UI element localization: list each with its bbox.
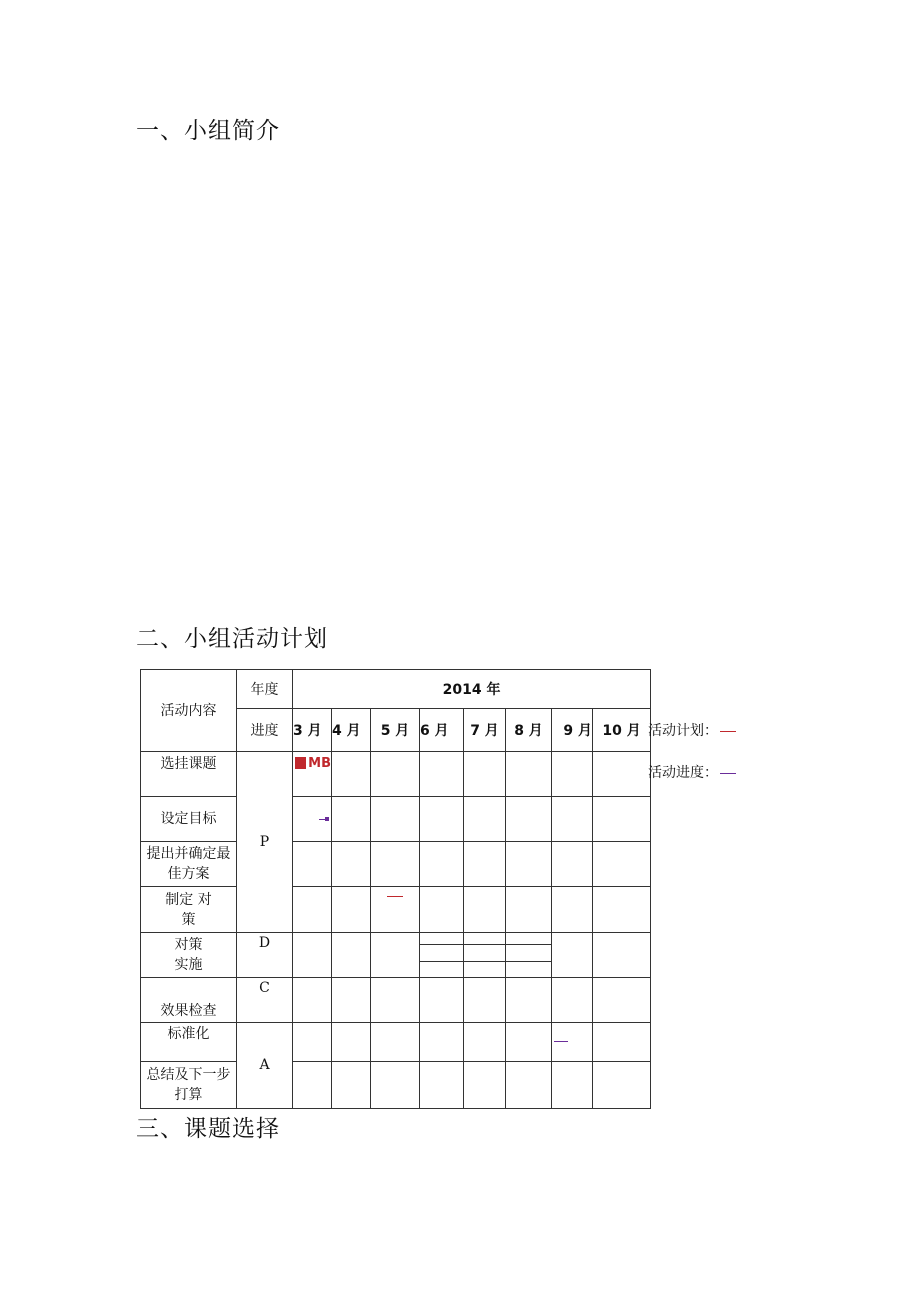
cell-r7-m9 (552, 1022, 593, 1061)
activity-row-6: 效果检查 (141, 977, 237, 1022)
section-heading-topic: 三、课题选择 (136, 1116, 280, 1142)
phase-c: C (237, 977, 293, 1022)
activity-row-7: 标准化 (141, 1022, 237, 1061)
cell (552, 842, 593, 887)
cell (506, 1022, 552, 1061)
cell (420, 977, 464, 1022)
cell (552, 797, 593, 842)
phase-d: D (237, 932, 293, 977)
cell (593, 842, 651, 887)
cell (420, 887, 464, 932)
cell (420, 1022, 464, 1061)
cell (593, 1022, 651, 1061)
cell (332, 977, 371, 1022)
cell (332, 932, 371, 977)
header-year-label: 年度 (237, 670, 293, 709)
cell (464, 797, 506, 842)
cell (464, 752, 506, 797)
month-3: 3 月 (293, 709, 332, 752)
cell-r4-m5 (371, 887, 420, 932)
mb-badge (293, 752, 331, 796)
cell (552, 932, 593, 977)
month-8: 8 月 (506, 709, 552, 752)
cell (552, 977, 593, 1022)
cell (593, 797, 651, 842)
cell (420, 797, 464, 842)
activity-row-3: 提出并确定最佳方案 (141, 842, 237, 887)
cell (552, 887, 593, 932)
plan-mark (387, 896, 403, 897)
progress-dot-icon (325, 817, 329, 821)
plan-square-icon (295, 757, 306, 769)
cell (464, 1061, 506, 1108)
cell (593, 1061, 651, 1108)
month-7: 7 月 (464, 709, 506, 752)
cell-r1-m3 (293, 752, 332, 797)
cell (371, 842, 420, 887)
legend-progress (648, 762, 736, 782)
cell (593, 977, 651, 1022)
cell (593, 932, 651, 977)
month-6: 6 月 (420, 709, 464, 752)
cell (371, 1061, 420, 1108)
section-heading-intro: 一、小组简介 (136, 118, 280, 144)
month-10: 10 月 (593, 709, 651, 752)
cell (464, 842, 506, 887)
cell (293, 932, 332, 977)
cell (506, 797, 552, 842)
month-4: 4 月 (332, 709, 371, 752)
activity-row-8: 总结及下一步打算 (141, 1061, 237, 1108)
cell (464, 887, 506, 932)
cell (293, 1061, 332, 1108)
cell (293, 977, 332, 1022)
cell (293, 887, 332, 932)
cell (506, 977, 552, 1022)
cell (332, 752, 371, 797)
cell (332, 797, 371, 842)
activity-row-2: 设定目标 (141, 797, 237, 842)
cell-r5-m6 (420, 932, 464, 977)
activity-plan-table (140, 669, 651, 1109)
cell (593, 887, 651, 932)
cell (552, 752, 593, 797)
section-heading-plan: 二、小组活动计划 (136, 626, 328, 652)
cell (552, 1061, 593, 1108)
legend-plan-label: 活动计划： (648, 723, 718, 739)
mb-badge-text: MB (308, 756, 331, 772)
header-activity-label: 活动内容 (160, 702, 217, 719)
cell (464, 977, 506, 1022)
cell (293, 1022, 332, 1061)
header-year: 2014 年 (293, 670, 651, 709)
cell (420, 842, 464, 887)
phase-p: P (237, 752, 293, 932)
cell (464, 1022, 506, 1061)
cell (371, 797, 420, 842)
cell (506, 887, 552, 932)
phase-a: A (237, 1022, 293, 1108)
legend-plan (648, 720, 736, 740)
cell (420, 752, 464, 797)
cell-r5-m7 (464, 932, 506, 977)
activity-row-1: 选挂课题 (141, 752, 237, 797)
month-9: 9 月 (552, 709, 593, 752)
cell (332, 887, 371, 932)
cell (293, 842, 332, 887)
cell (593, 752, 651, 797)
cell (371, 752, 420, 797)
month-5: 5 月 (371, 709, 420, 752)
cell-r5-m8 (506, 932, 552, 977)
legend-plan-line-icon (720, 731, 736, 732)
cell (371, 1022, 420, 1061)
cell (506, 1061, 552, 1108)
legend-progress-line-icon (720, 773, 736, 774)
cell (371, 977, 420, 1022)
cell (371, 932, 420, 977)
cell (506, 842, 552, 887)
header-activity (141, 670, 237, 752)
cell (332, 842, 371, 887)
cell (420, 1061, 464, 1108)
cell-r2-m3 (293, 797, 332, 842)
legend-progress-label: 活动进度： (648, 765, 718, 781)
cell (506, 752, 552, 797)
header-progress-label: 进度 (237, 709, 293, 752)
activity-row-5: 对策 实施 (141, 932, 237, 977)
cell (332, 1061, 371, 1108)
cell (332, 1022, 371, 1061)
activity-row-4: 制定 对策 (141, 887, 237, 932)
progress-mark (554, 1041, 568, 1042)
